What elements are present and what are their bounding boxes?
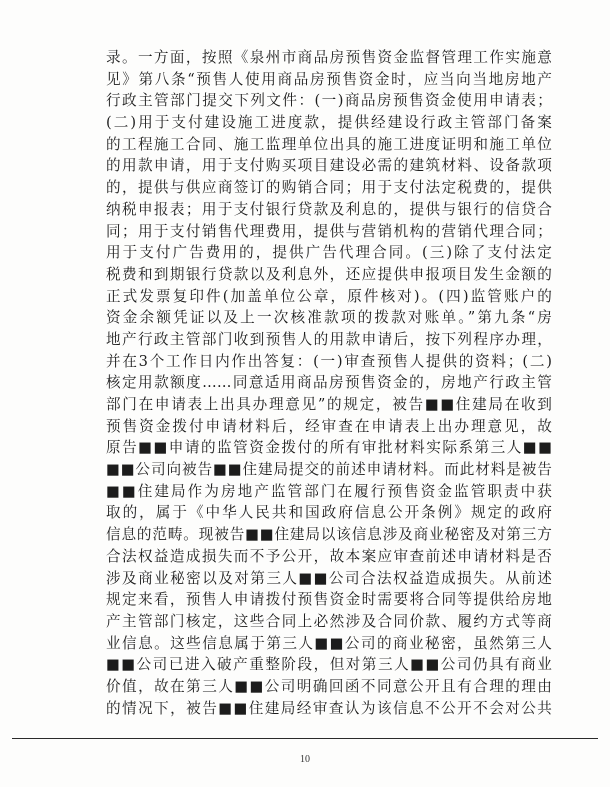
text-line: 业信息。这些信息属于第三人■■公司的商业秘密，虽然第三人	[106, 634, 552, 652]
text-line: 预售资金拨付申请材料后，经审查在申请表上出办理意见，故	[106, 417, 552, 435]
text-line: 见》第八条“预售人使用商品房预售资金时，应当向当地房地产	[106, 70, 552, 88]
text-line: 核定用款额度……同意适用商品房预售资金的，房地产行政主管	[106, 374, 552, 392]
text-line: ■■住建局作为房地产监管部门在履行预售资金监管职责中获	[106, 482, 552, 500]
text-line: 税费和到期银行贷款以及利息外，还应提供申报项目发生金额的	[106, 265, 552, 283]
text-line: 纳税申报表；用于支付银行贷款及利息的，提供与银行的信贷合	[106, 200, 552, 218]
text-line: ■■公司已进入破产重整阶段，但对第三人■■公司仍具有商业	[106, 656, 552, 674]
text-line: 部门在申请表上出具办理意见”的规定，被告■■住建局在收到	[106, 396, 552, 413]
text-line: 的用款申请，用于支付购买项目建设必需的建筑材料、设备款项	[106, 157, 552, 175]
text-line: 资金余额凭证以及上一次核准款项的拨款对账单。”第九条“房	[106, 309, 552, 327]
text-line: 规定来看，预售人申请拨付预售资金时需要将合同等提供给房地	[106, 591, 552, 609]
footer-divider	[12, 738, 598, 739]
text-line: 行政主管部门提交下列文件：(一)商品房预售资金使用申请表；	[106, 92, 552, 110]
text-line: 的，提供与供应商签订的购销合同；用于支付法定税费的，提供	[106, 179, 552, 197]
text-line: 原告■■申请的监管资金拨付的所有审批材料实际系第三人■■	[106, 439, 552, 457]
text-line: 同；用于支付销售代理费用，提供与营销机构的营销代理合同；	[106, 222, 552, 240]
text-line: 取的，属于《中华人民共和国政府信息公开条例》规定的政府	[106, 504, 552, 522]
text-line: 正式发票复印件(加盖单位公章，原件核对)。(四)监管账户的	[106, 287, 552, 305]
page-number: 10	[300, 754, 310, 765]
text-line: 涉及商业秘密以及对第三人■■公司合法权益造成损失。从前述	[106, 569, 552, 587]
text-line: 价值，故在第三人■■公司明确回函不同意公开且有合理的理由	[106, 677, 552, 695]
body-text	[106, 47, 552, 719]
text-line: 的情况下，被告■■住建局经审查认为该信息不公开不会对公共	[106, 699, 552, 717]
text-line: 并在3个工作日内作出答复：(一)审查预售人提供的资料；(二)	[106, 352, 552, 370]
text-line: 用于支付广告费用的，提供广告代理合同。(三)除了支付法定	[106, 244, 552, 262]
text-line: 地产行政主管部门收到预售人的用款申请后，按下列程序办理，	[106, 330, 552, 348]
text-line: 录。一方面，按照《泉州市商品房预售资金监督管理工作实施意	[106, 49, 552, 66]
text-line: 的工程施工合同、施工监理单位出具的施工进度证明和施工单位	[106, 135, 552, 153]
text-line: ■■公司向被告■■住建局提交的前述申请材料。而此材料是被告	[106, 461, 552, 479]
text-line: 产主管部门核定，这些合同上必然涉及合同价款、履约方式等商	[106, 612, 552, 630]
text-line: 信息的范畴。现被告■■住建局以该信息涉及商业秘密及对第三方	[106, 526, 552, 544]
text-line: 合法权益造成损失而不予公开，故本案应审查前述申请材料是否	[106, 547, 552, 565]
text-line: (二)用于支付建设施工进度款，提供经建设行政主管部门备案	[106, 114, 552, 132]
